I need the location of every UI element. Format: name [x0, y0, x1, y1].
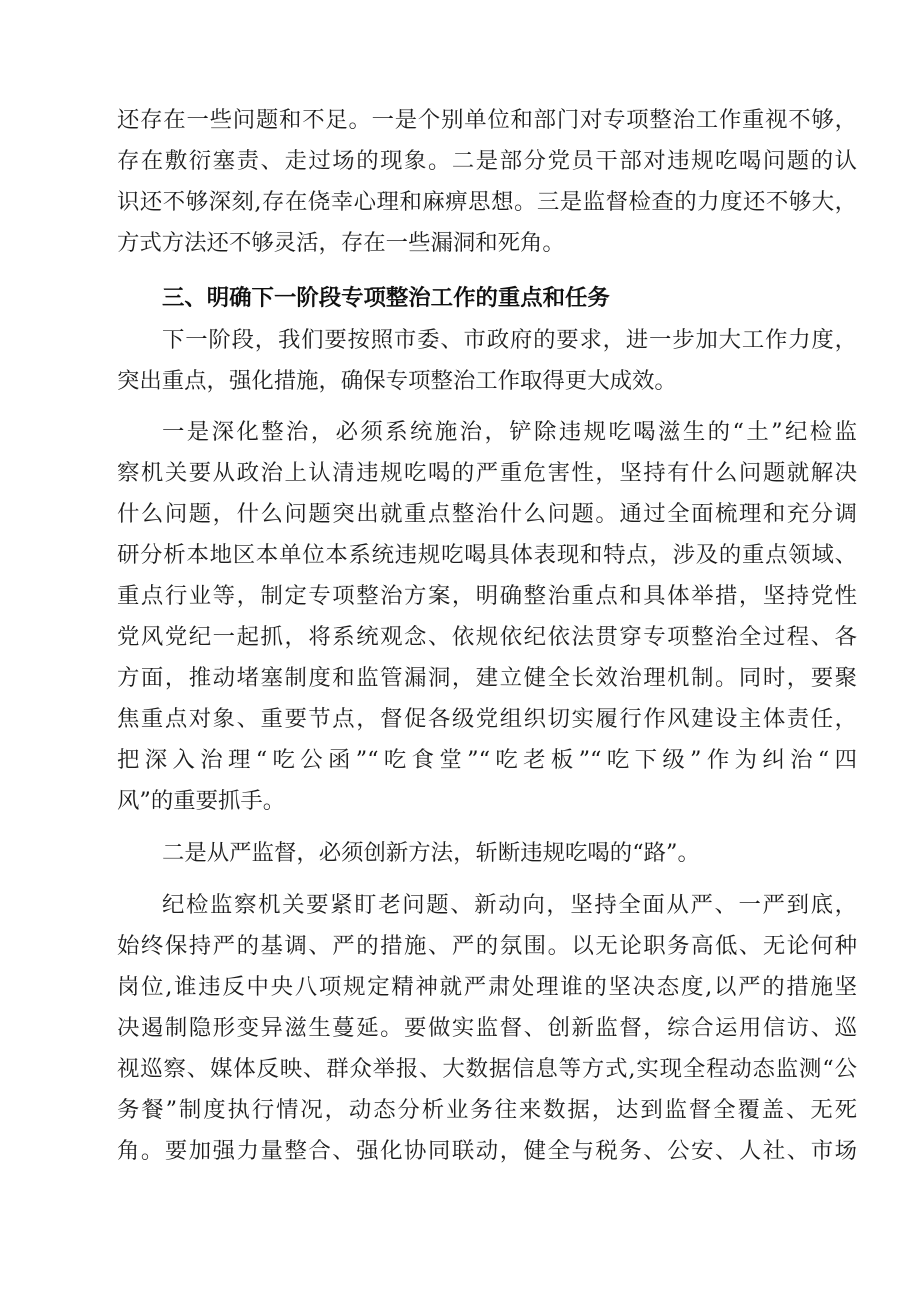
paragraph-1-line-3: 识还不够深刻,存在侥幸心理和麻痹思想。三是监督检查的力度还不够大， [117, 189, 857, 215]
section-heading-3: 三、明确下一阶段专项整治工作的重点和任务 [162, 285, 610, 311]
paragraph-3-line-10: 风”的重要抓手。 [117, 788, 286, 814]
paragraph-3-line-6: 党风党纪一起抓，将系统观念、依规依纪依法贯穿专项整治全过程、各 [117, 624, 857, 650]
paragraph-5-line-1: 纪检监察机关要紧盯老问题、新动向，坚持全面从严、一严到底， [162, 892, 857, 918]
paragraph-3-line-3: 什么问题，什么问题突出就重点整治什么问题。通过全面梳理和充分调 [117, 501, 857, 527]
paragraph-3-line-7: 方面，推动堵塞制度和监管漏洞，建立健全长效治理机制。同时，要聚 [117, 665, 857, 691]
paragraph-3-line-2: 察机关要从政治上认清违规吃喝的严重危害性，坚持有什么问题就解决 [117, 460, 857, 486]
paragraph-5-line-6: 务餐”制度执行情况，动态分析业务往来数据，达到监督全覆盖、无死 [117, 1097, 857, 1123]
paragraph-3-line-1: 一是深化整治，必须系统施治，铲除违规吃喝滋生的“土”纪检监 [162, 419, 857, 445]
paragraph-2-line-2: 突出重点，强化措施，确保专项整治工作取得更大成效。 [117, 368, 677, 394]
paragraph-1-line-2: 存在敷衍塞责、走过场的现象。二是部分党员干部对违规吃喝问题的认 [117, 148, 857, 174]
paragraph-1-line-1: 还存在一些问题和不足。一是个别单位和部门对专项整治工作重视不够， [117, 107, 857, 133]
paragraph-5-line-5: 视巡察、媒体反映、群众举报、大数据信息等方式,实现全程动态监测“公 [117, 1056, 857, 1082]
paragraph-3-line-4: 研分析本地区本单位本系统违规吃喝具体表现和特点，涉及的重点领域、 [117, 542, 857, 568]
paragraph-3-line-5: 重点行业等，制定专项整治方案，明确整治重点和具体举措，坚持党性 [117, 583, 857, 609]
paragraph-5-line-4: 决遏制隐形变异滋生蔓延。要做实监督、创新监督，综合运用信访、巡 [117, 1015, 857, 1041]
paragraph-5-line-7: 角。要加强力量整合、强化协同联动，健全与税务、公安、人社、市场 [117, 1138, 857, 1164]
paragraph-1-line-4: 方式方法还不够灵活，存在一些漏洞和死角。 [117, 230, 565, 256]
paragraph-3-line-8: 焦重点对象、重要节点，督促各级党组织切实履行作风建设主体责任， [117, 706, 857, 732]
paragraph-4-line-1: 二是从严监督，必须创新方法，斩断违规吃喝的“路”。 [162, 840, 700, 866]
paragraph-5-line-3: 岗位,谁违反中央八项规定精神就严肃处理谁的坚决态度,以严的措施坚 [117, 974, 857, 1000]
paragraph-2-line-1: 下一阶段，我们要按照市委、市政府的要求，进一步加大工作力度， [162, 327, 857, 353]
paragraph-3-line-9: 把深入治理“吃公函”“吃食堂”“吃老板”“吃下级”作为纠治“四 [117, 747, 857, 773]
paragraph-5-line-2: 始终保持严的基调、严的措施、严的氛围。以无论职务高低、无论何种 [117, 933, 857, 959]
